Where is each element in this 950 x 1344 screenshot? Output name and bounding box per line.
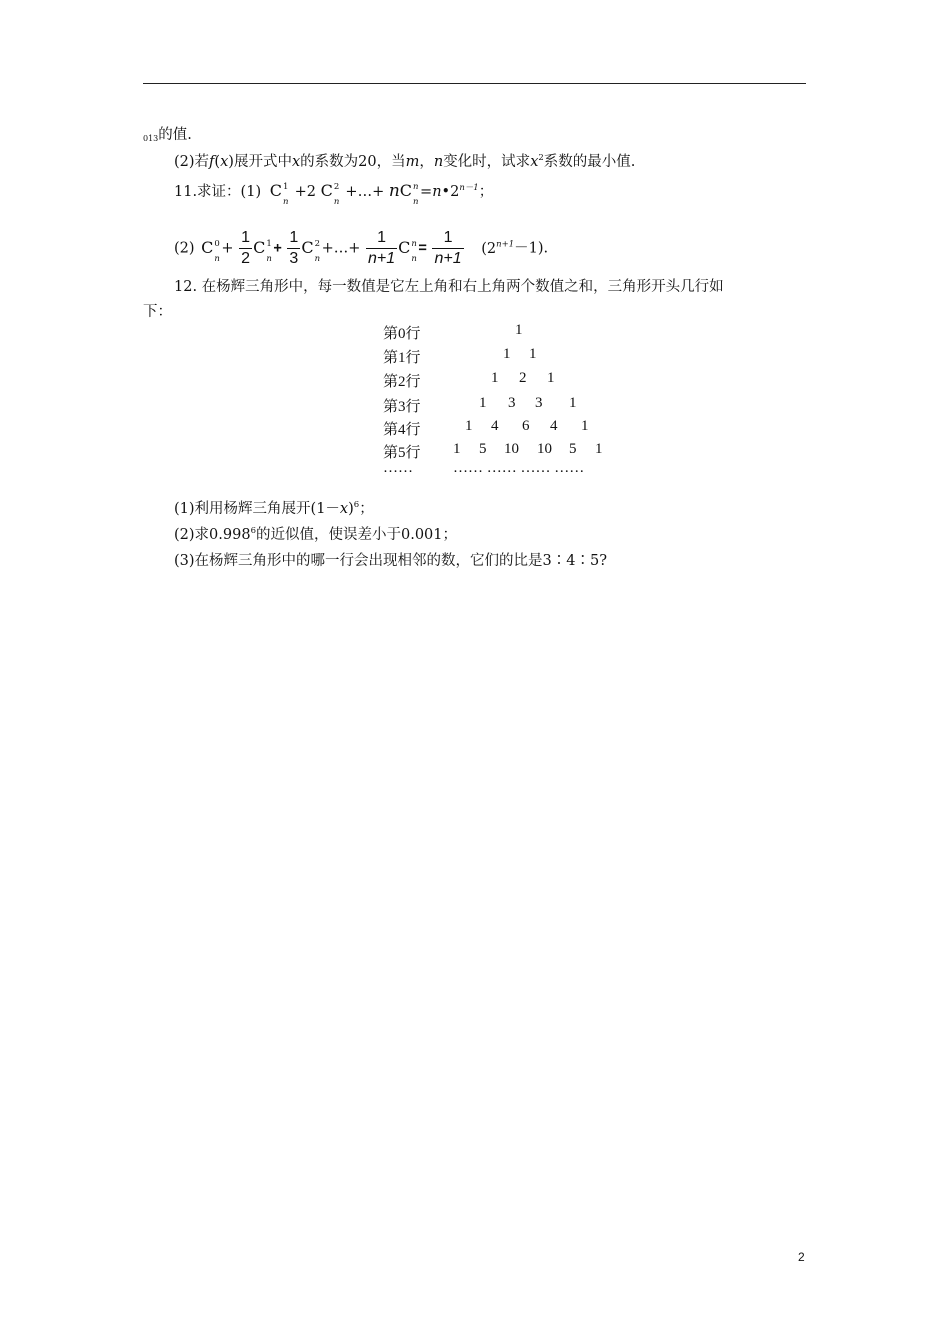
triangle-value: 1: [465, 418, 473, 434]
question-11-part-1: 11.求证：(1) C 1 n +2 C 2 n +…+ nC n n $=n•2^{n-1}$；: [174, 181, 494, 207]
triangle-value: 4: [550, 418, 558, 434]
page-number: 2: [798, 1250, 805, 1264]
row-label: 第3行: [383, 399, 421, 415]
triangle-value: 2: [519, 370, 527, 386]
triangle-value: 1: [569, 395, 577, 411]
triangle-value: 4: [491, 418, 499, 434]
header-rule: [143, 83, 806, 84]
question-12-part-2: (2)求0.998$^6$的近似值，使误差小于0.001；: [174, 526, 457, 543]
question-10-part-2: (2)若f(x)展开式中x的系数为20，当m，n变化时，试求$x^2$系数的最小值.: [174, 153, 636, 170]
triangle-value: 3: [508, 395, 516, 411]
triangle-value: 10: [537, 441, 552, 457]
line-value-of: 013的值.: [143, 127, 192, 143]
triangle-value: 5: [569, 441, 577, 457]
triangle-value: 6: [522, 418, 530, 434]
triangle-value: 1: [529, 346, 537, 362]
row-label: 第0行: [383, 326, 421, 342]
triangle-value: 10: [504, 441, 519, 457]
row-label: 第1行: [383, 350, 421, 366]
triangle-value: 3: [535, 395, 543, 411]
question-12-text: 12. 在杨辉三角形中，每一数值是它左上角和右上角两个数值之和，三角形开头几行如: [174, 279, 724, 295]
triangle-value: 1: [595, 441, 603, 457]
triangle-value: 1: [453, 441, 461, 457]
row-label: 第2行: [383, 374, 421, 390]
row-label: 第4行: [383, 422, 421, 438]
fraction-one-third: $\frac{1}{3}$: [289, 229, 299, 267]
triangle-value: 1: [479, 395, 487, 411]
question-12-text-cont: 下：: [143, 304, 172, 320]
triangle-value: 1: [515, 322, 523, 338]
fraction-result: $\frac{1}{n+1}$: [434, 229, 462, 267]
triangle-value: 1: [547, 370, 555, 386]
triangle-value: 1: [491, 370, 499, 386]
question-12-part-1: (1)利用杨辉三角展开$(1-x)^6$；: [174, 500, 374, 517]
question-11-part-2: (2) C 0 n + $\frac{1}{2}$ C 1 n + $\frac{1}{3}$ C 2 n +…+ $\frac{1}{n+1}$ C n n = $\frac{1}{n+1}$ $(2^{n+1}-1)$.: [174, 229, 549, 267]
triangle-value: 1: [581, 418, 589, 434]
fraction-one-over-n-plus-one: $\frac{1}{n+1}$: [367, 229, 396, 267]
triangle-value: 1: [503, 346, 511, 362]
fraction-one-half: $\frac{1}{2}$: [241, 229, 251, 267]
triangle-value: 5: [479, 441, 487, 457]
ellipsis-label: ……: [383, 460, 413, 476]
ellipsis-row: …… …… …… ……: [453, 460, 585, 476]
row-label: 第5行: [383, 445, 421, 461]
question-12-part-3: (3)在杨辉三角形中的哪一行会出现相邻的数，它们的比是3∶4∶5?: [174, 553, 607, 569]
